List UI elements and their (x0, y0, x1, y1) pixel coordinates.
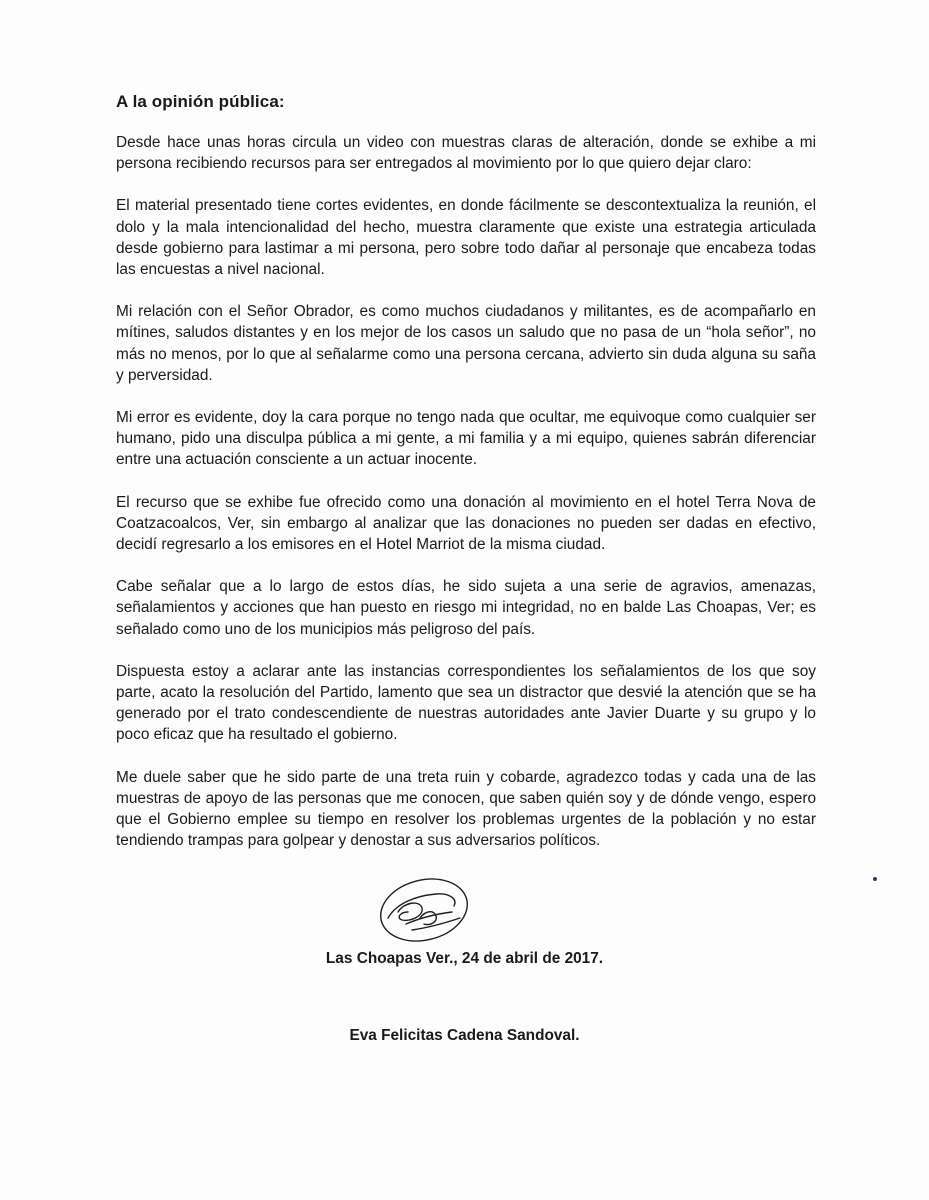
letter-paragraph: El recurso que se exhibe fue ofrecido como una donación al movimiento en el hotel Terra Nova de Coatzacoalcos, Ver, sin embargo al analizar que las donaciones no pueden ser dadas en efectivo, decidí regresarlo a los emisores en el Hotel Marriot de la misma ciudad. (116, 493, 816, 554)
letter-paragraph: Me duele saber que he sido parte de una treta ruin y cobarde, agradezco todas y cada una de las muestras de apoyo de las personas que me conocen, que saben quién soy y de dónde vengo, espero que el Gobierno emplee su tiempo en resolver los problemas urgentes de la población y no estar tendiendo trampas para golpear y denostar a sus adversarios políticos. (116, 768, 816, 850)
handwritten-signature (376, 874, 472, 944)
letter-body (116, 132, 816, 872)
letter-paragraph: Dispuesta estoy a aclarar ante las instancias correspondientes los señalamientos de los que soy parte, acato la resolución del Partido, lamento que sea un distractor que desvié la atención que se ha generado por el trato condescendiente de nuestras autoridades ante Javier Duarte y su grupo y lo poco eficaz que ha resultado el gobierno. (116, 662, 816, 744)
letter-paragraph: Mi error es evidente, doy la cara porque no tengo nada que ocultar, me equivoque como cualquier ser humano, pido una disculpa pública a mi gente, a mi familia y a mi equipo, quienes sabrán diferenciar entre una actuación consciente a un actuar inocente. (116, 409, 816, 469)
letter-paragraph: El material presentado tiene cortes evidentes, en donde fácilmente se descontextualiza la reunión, el dolo y la mala intencionalidad del hecho, muestra claramente que existe una estrategia articulada desde gobierno para lastimar a mi persona, pero sobre todo dañar al personaje que encabeza todas las encuestas a nivel nacional. (116, 197, 816, 279)
ink-speck (873, 877, 877, 881)
letter-paragraph: Mi relación con el Señor Obrador, es como muchos ciudadanos y militantes, es de acompañarlo en mítines, saludos distantes y en los mejor de los casos un saludo que no pasa de un “hola señor”, no más no menos, por lo que al señalarme como una persona cercana, advierto sin duda alguna su saña y perversidad. (116, 303, 816, 384)
letter-paragraph: Desde hace unas horas circula un video con muestras claras de alteración, donde se exhibe a mi persona recibiendo recursos para ser entregados al movimiento por lo que quiero dejar claro: (116, 134, 816, 173)
letter-greeting: A la opinión pública: (116, 92, 285, 111)
place-and-date: Las Choapas Ver., 24 de abril de 2017. (325, 950, 604, 967)
letter-paragraph: Cabe señalar que a lo largo de estos días, he sido sujeta a una serie de agravios, amenazas, señalamientos y acciones que han puesto en riesgo mi integridad, no en balde Las Choapas, Ver; es señalado como uno de los municipios más peligroso del país. (116, 578, 816, 638)
signer-name: Eva Felicitas Cadena Sandoval. (349, 1027, 580, 1044)
